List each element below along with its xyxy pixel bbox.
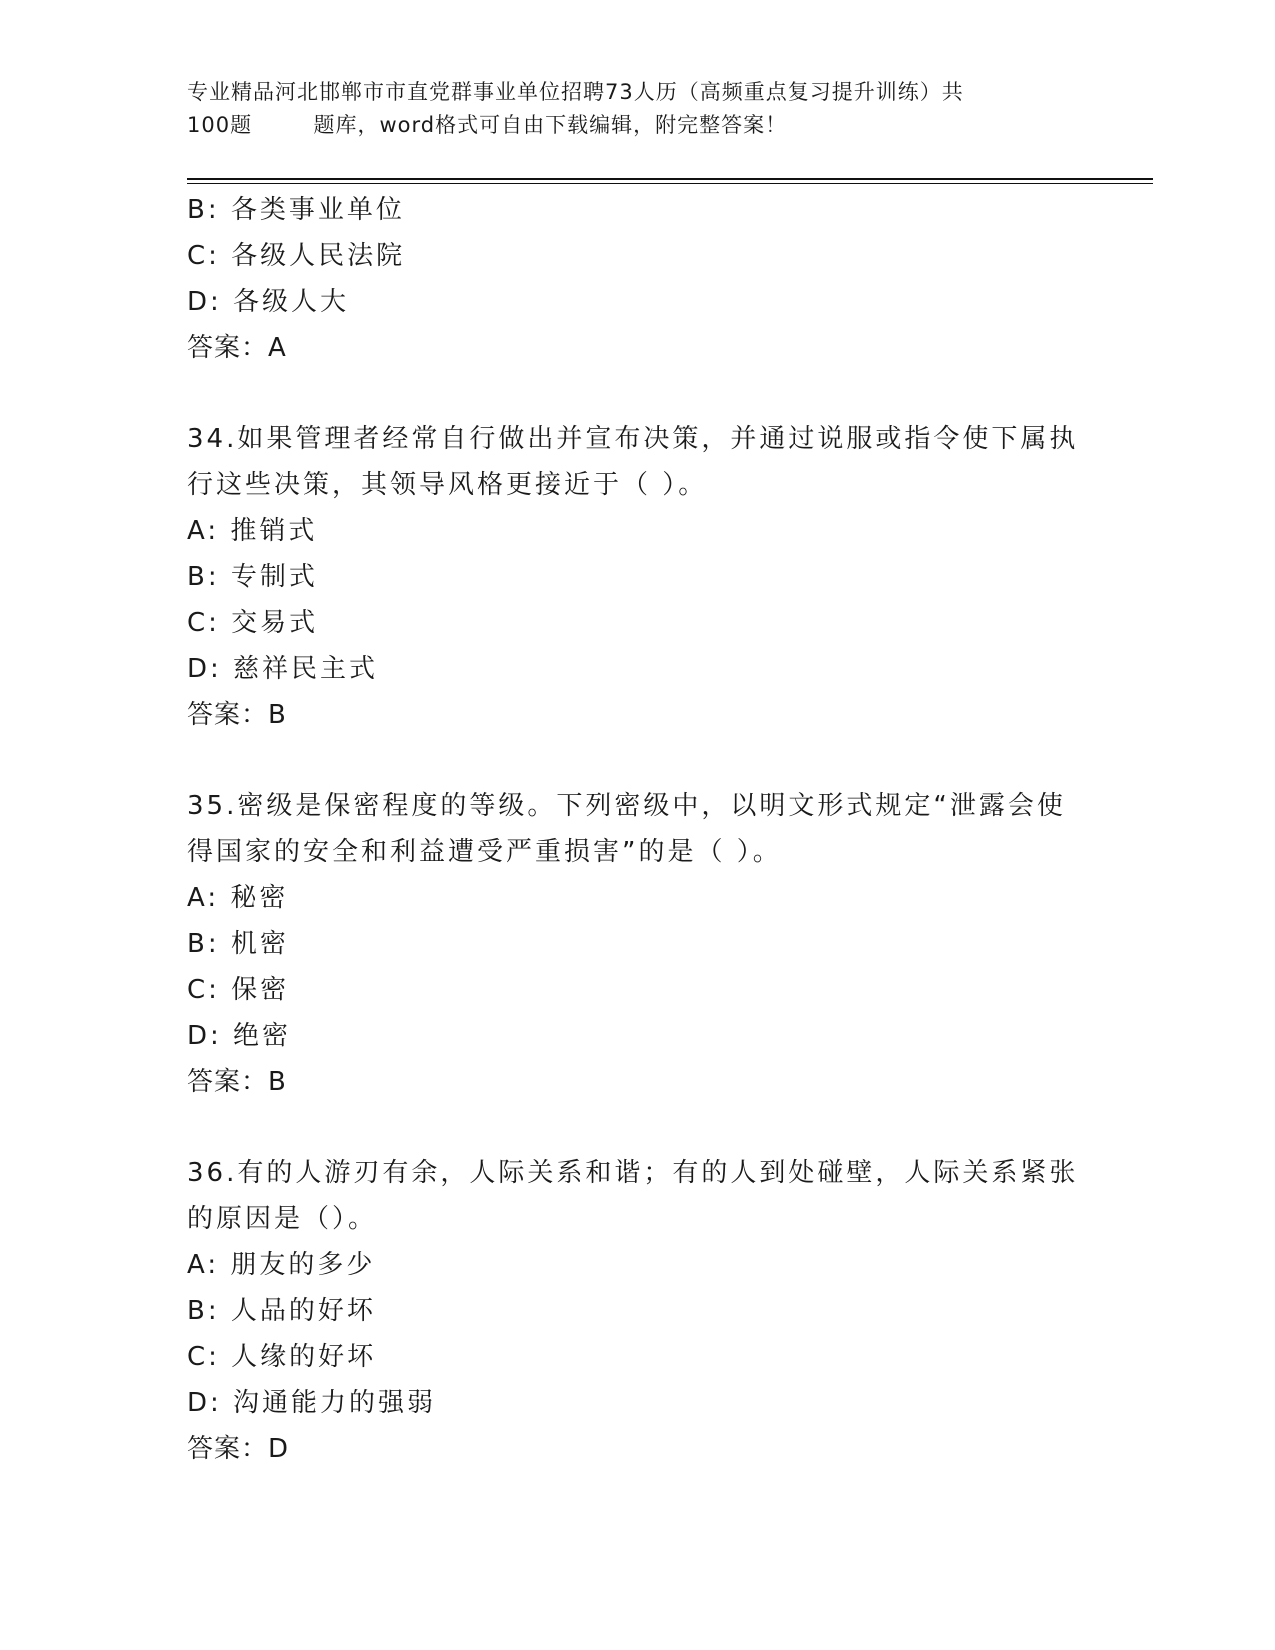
option-a: A: 推销式 <box>187 516 318 546</box>
answer-line: 答案：D <box>187 1434 290 1464</box>
option-d: D: 慈祥民主式 <box>187 654 379 684</box>
question-35 <box>187 783 1087 1105</box>
question-33-tail <box>187 187 1087 371</box>
document-header <box>187 76 1067 142</box>
answer-line: 答案：B <box>187 700 287 730</box>
question-36 <box>187 1150 1087 1472</box>
question-content <box>187 187 1087 1472</box>
question-stem-line: 行这些决策，其领导风格更接近于（ ）。 <box>187 470 708 500</box>
option-c: C: 交易式 <box>187 608 319 638</box>
option-b: B: 专制式 <box>187 562 318 592</box>
option-c: C: 人缘的好坏 <box>187 1342 377 1372</box>
option-b: B: 各类事业单位 <box>187 195 405 225</box>
spacer <box>187 1105 1087 1150</box>
option-d: D: 各级人大 <box>187 287 350 317</box>
option-a: A: 朋友的多少 <box>187 1250 376 1280</box>
option-d: D: 沟通能力的强弱 <box>187 1388 437 1418</box>
question-stem-line: 的原因是（）。 <box>187 1204 378 1234</box>
header-rule-thin <box>187 183 1153 184</box>
question-34 <box>187 416 1087 738</box>
option-b: B: 机密 <box>187 929 289 959</box>
option-c: C: 各级人民法院 <box>187 241 406 271</box>
option-b: B: 人品的好坏 <box>187 1296 376 1326</box>
question-stem-line: 34.如果管理者经常自行做出并宣布决策，并通过说服或指令使下属执 <box>187 424 1079 454</box>
option-a: A: 秘密 <box>187 883 289 913</box>
option-d: D: 绝密 <box>187 1021 292 1051</box>
question-stem-line: 36.有的人游刃有余，人际关系和谐；有的人到处碰壁，人际关系紧张 <box>187 1158 1079 1188</box>
spacer <box>187 738 1087 783</box>
answer-line: 答案：A <box>187 333 287 363</box>
header-title-line1: 专业精品河北邯郸市市直党群事业单位招聘73人历（高频重点复习提升训练）共 <box>187 80 964 104</box>
question-stem-line: 得国家的安全和利益遭受严重损害”的是（ ）。 <box>187 837 782 867</box>
spacer <box>187 371 1087 416</box>
header-title-line2: 100题 题库，word格式可自由下载编辑，附完整答案！ <box>187 113 788 137</box>
header-rule-thick <box>187 178 1153 180</box>
question-stem-line: 35.密级是保密程度的等级。下列密级中，以明文形式规定“泄露会使 <box>187 791 1066 821</box>
answer-line: 答案：B <box>187 1067 287 1097</box>
option-c: C: 保密 <box>187 975 290 1005</box>
